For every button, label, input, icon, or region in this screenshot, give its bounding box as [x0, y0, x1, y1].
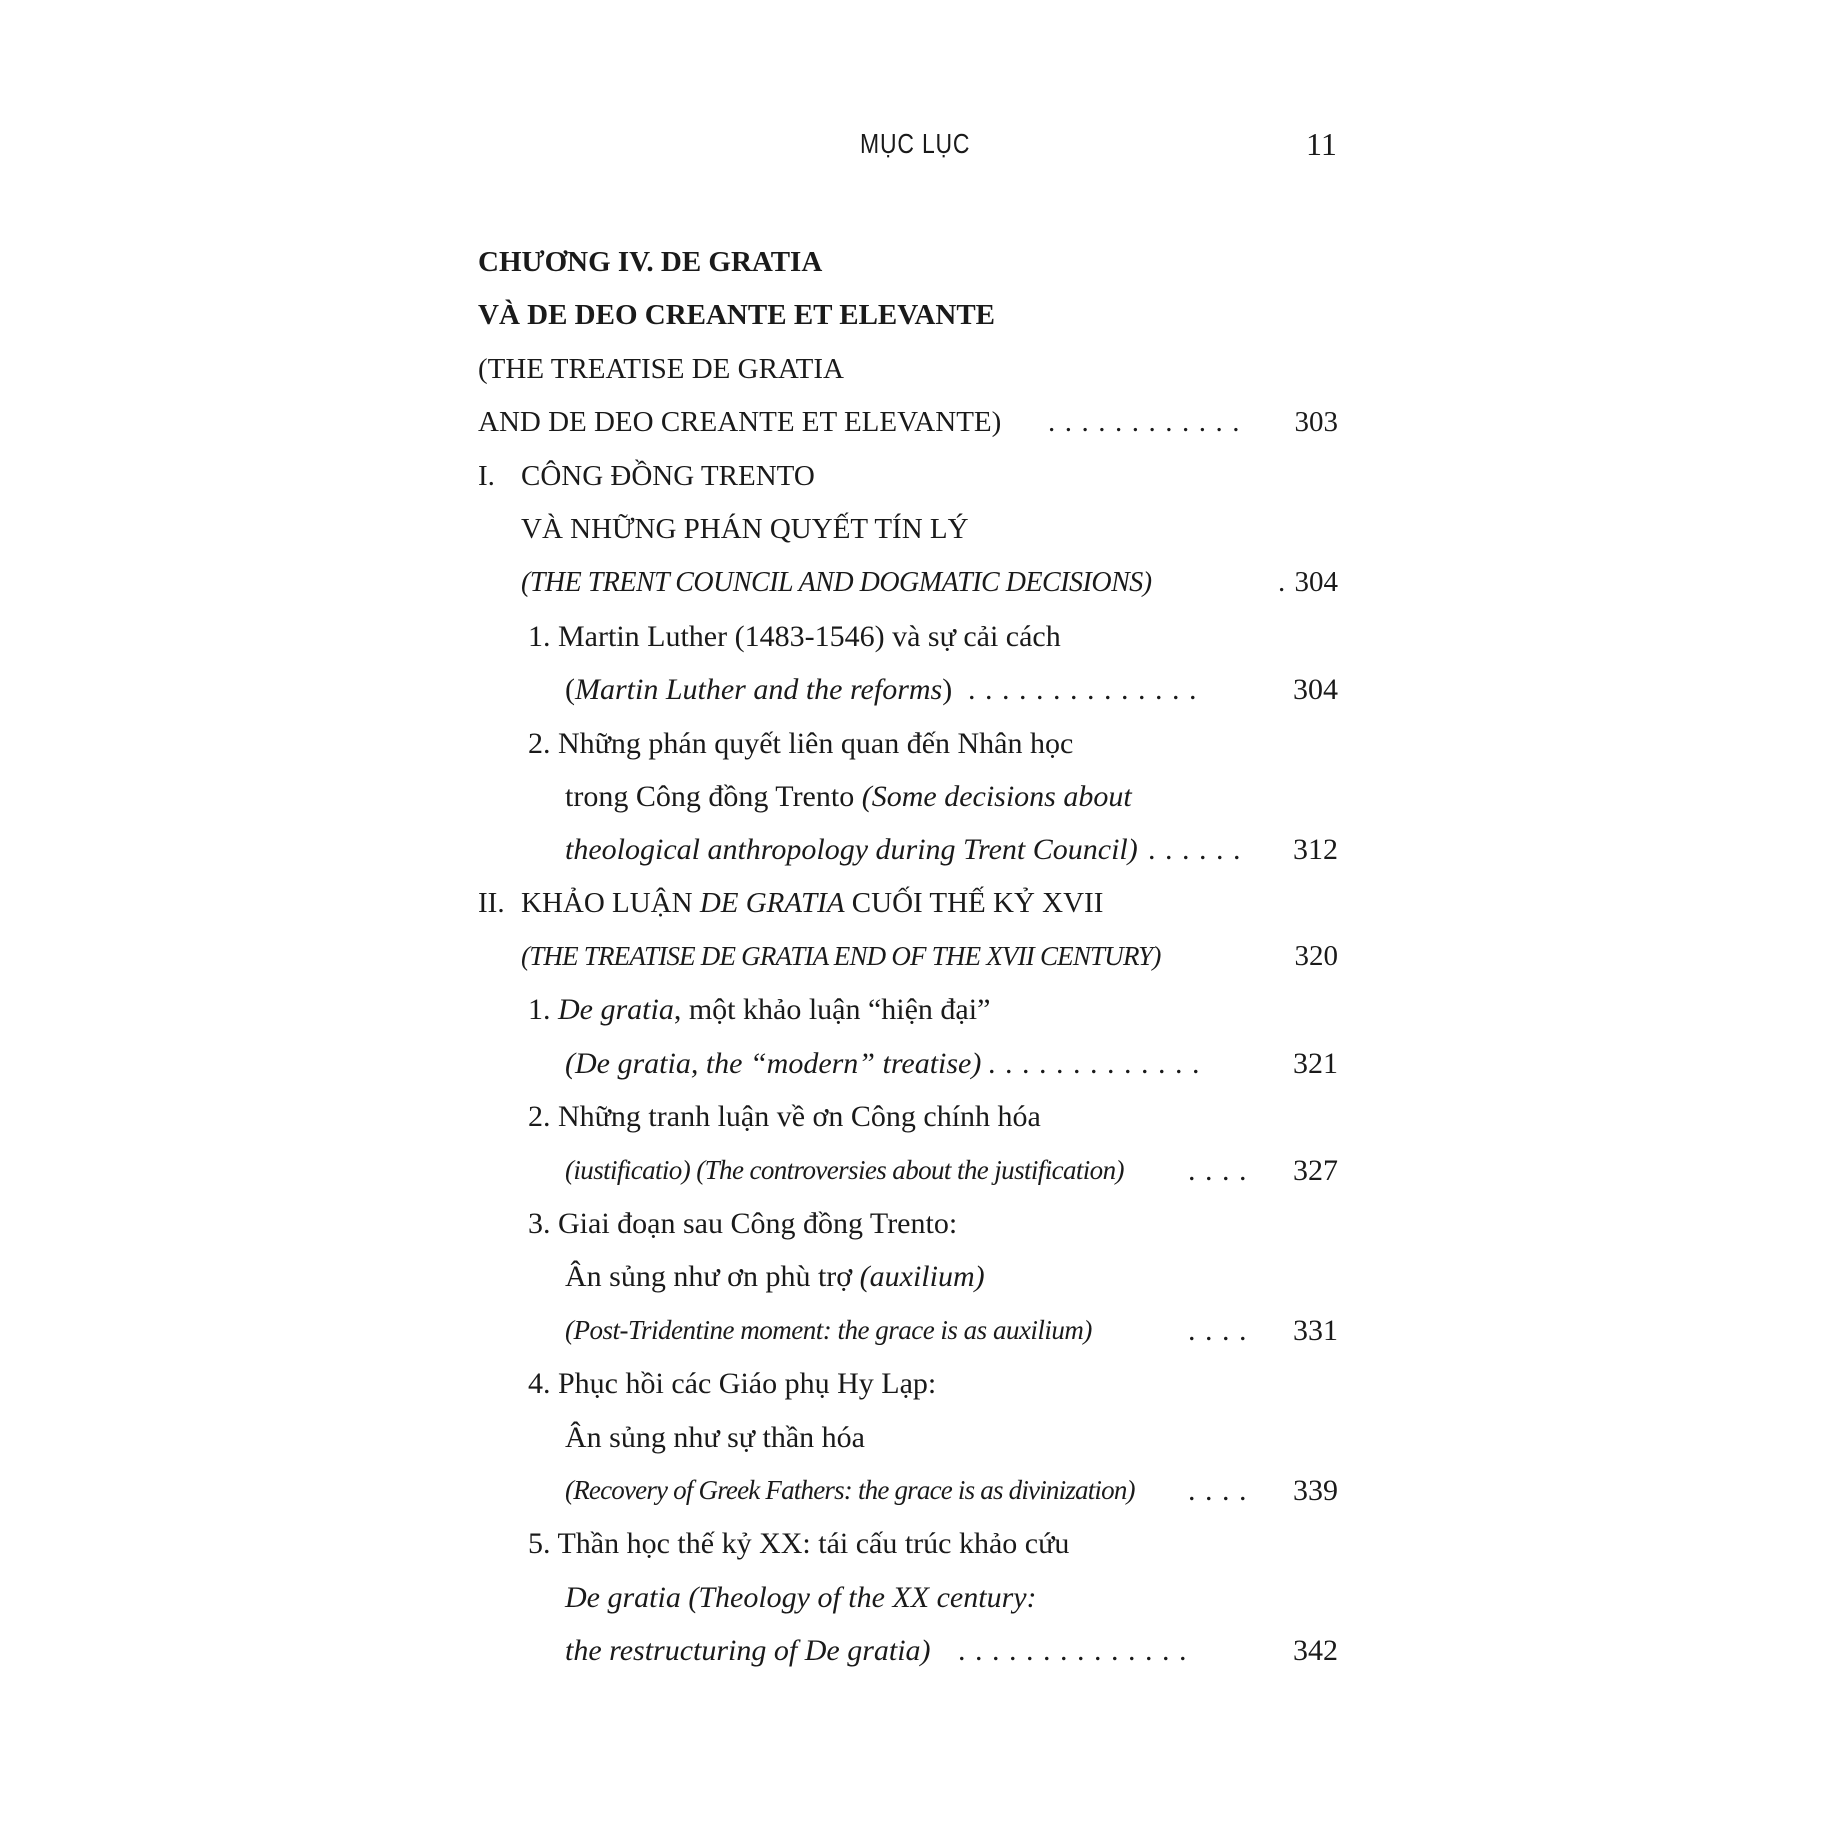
section-numeral: II. — [478, 886, 505, 919]
page-ref: 331 — [1293, 1313, 1338, 1347]
section-1-title-line-2: VÀ NHỮNG PHÁN QUYẾT TÍN LÝ — [521, 512, 969, 545]
item-1-2-line-3: theological anthropology during Trent Council) ...... 312 — [478, 823, 1338, 876]
item-2-5-line-3: the restructuring of De gratia) .............. 342 — [478, 1624, 1338, 1677]
leader-dots: .... — [1188, 1313, 1256, 1347]
page-ref: 342 — [1293, 1634, 1338, 1668]
item-2-3-line-1: 3. Giai đoạn sau Công đồng Trento: — [528, 1207, 958, 1241]
leader-dots: .... — [1188, 1153, 1256, 1187]
section-numeral: I. — [478, 459, 495, 492]
item-2-3-line-2: Ân sủng như ơn phù trợ (auxilium) — [565, 1260, 985, 1294]
leader-dots: .... — [1188, 1473, 1256, 1507]
item-2-1-line-2: (De gratia, the “modern” treatise) ............. 321 — [478, 1037, 1338, 1090]
page-ref: 339 — [1293, 1473, 1338, 1507]
section-2-title: II. KHẢO LUẬN DE GRATIA CUỐI THẾ KỶ XVII — [478, 877, 1338, 930]
item-2-5-line-2: De gratia (Theology of the XX century: — [565, 1580, 1037, 1614]
leader-dots: ...... — [1148, 833, 1250, 867]
page-ref: 304 — [1293, 673, 1338, 707]
section-2-english-title: (THE TREATISE DE GRATIA END OF THE XVII CENTURY) 320 — [478, 930, 1338, 983]
leader-dots: . — [1278, 566, 1295, 599]
page-ref: 304 — [1294, 566, 1338, 599]
item-1-1-line-2: (Martin Luther and the reforms) .............. 304 — [478, 663, 1338, 716]
page-ref: 327 — [1293, 1153, 1338, 1187]
page-ref: 312 — [1293, 833, 1338, 867]
running-title: MỤC LỤC — [860, 128, 971, 159]
item-2-4-line-2: Ân sủng như sự thần hóa — [565, 1420, 865, 1454]
item-2-2-line-1: 2. Những tranh luận về ơn Công chính hóa — [528, 1100, 1041, 1134]
leader-dots: ............. — [988, 1046, 1209, 1080]
page-ref: 320 — [1294, 940, 1338, 973]
chapter-subtitle-line-2: AND DE DEO CREANTE ET ELEVANTE) ............ 303 — [478, 396, 1338, 449]
leader-dots: ............ — [1048, 406, 1249, 439]
leader-dots: .............. — [958, 1634, 1196, 1668]
chapter-title-line-1: CHƯƠNG IV. DE GRATIA — [478, 246, 823, 278]
item-2-1-line-1: 1. De gratia, một khảo luận “hiện đại” — [528, 993, 991, 1027]
item-1-2-line-2: trong Công đồng Trento (Some decisions about — [565, 779, 1132, 813]
page-number: 11 — [1306, 126, 1337, 162]
item-2-4-line-1: 4. Phục hồi các Giáo phụ Hy Lạp: — [528, 1367, 937, 1401]
item-2-5-line-1: 5. Thần học thế kỷ XX: tái cấu trúc khảo cứu — [528, 1527, 1070, 1561]
chapter-subtitle-line-1: (THE TREATISE DE GRATIA — [478, 352, 844, 385]
item-2-4-line-3: (Recovery of Greek Fathers: the grace is as divinization) .... 339 — [478, 1464, 1338, 1517]
item-1-2-line-1: 2. Những phán quyết liên quan đến Nhân học — [528, 726, 1074, 760]
page-ref: 321 — [1293, 1046, 1338, 1080]
section-1-english-title: (THE TRENT COUNCIL AND DOGMATIC DECISIONS) . 304 — [478, 556, 1338, 609]
item-2-3-line-3: (Post-Tridentine moment: the grace is as auxilium) .... 331 — [478, 1304, 1338, 1357]
section-1-title-line-1: I. CÔNG ĐỒNG TRENTO — [478, 450, 1338, 503]
item-1-1-line-1: 1. Martin Luther (1483-1546) và sự cải cách — [528, 619, 1061, 653]
table-of-contents — [478, 236, 1338, 1678]
page-ref: 303 — [1294, 406, 1338, 439]
chapter-title-line-2: VÀ DE DEO CREANTE ET ELEVANTE — [478, 299, 996, 332]
item-2-2-line-2: (iustificatio) (The controversies about the justification) .... 327 — [478, 1144, 1338, 1197]
leader-dots: .............. — [968, 673, 1206, 707]
